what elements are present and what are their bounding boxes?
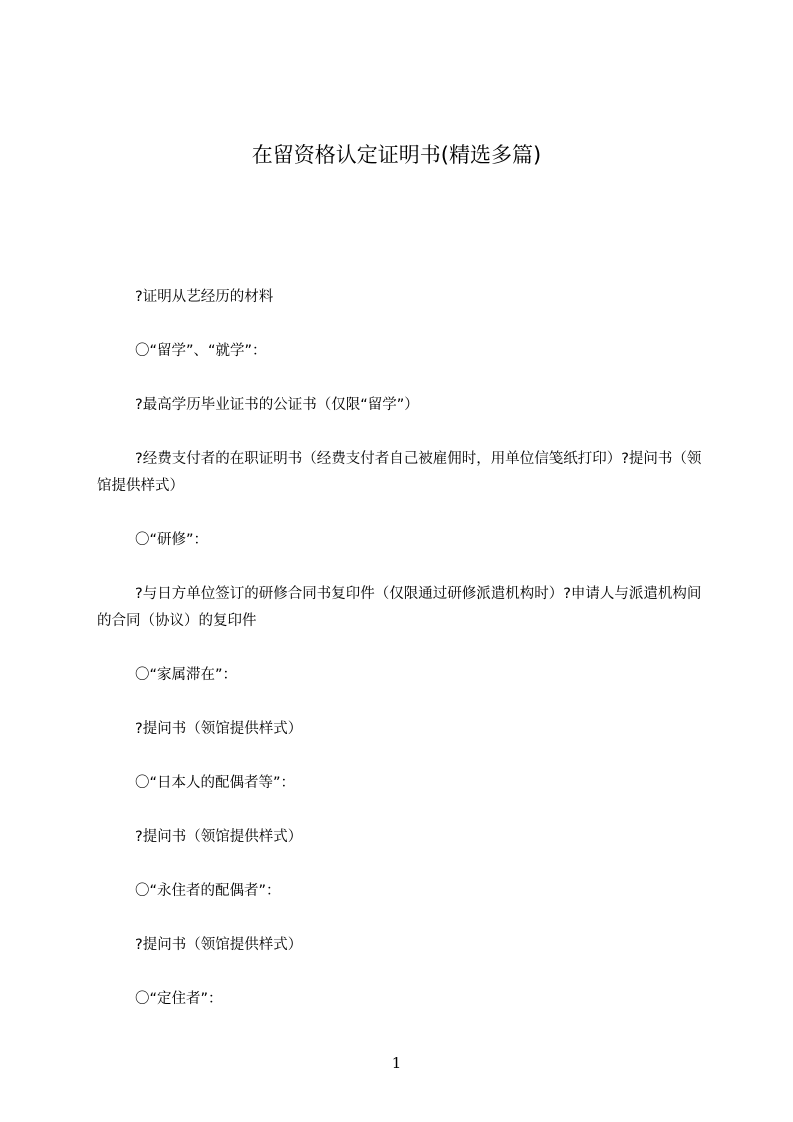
paragraph-11: 〇“永住者的配偶者”： bbox=[135, 883, 281, 899]
paragraph-12: ?提问书（领馆提供样式） bbox=[135, 937, 303, 953]
document-body bbox=[97, 284, 705, 1013]
paragraph-3: ?最高学历毕业证书的公证书（仅限“留学”） bbox=[135, 397, 419, 413]
paragraph-1: ?证明从艺经历的材料 bbox=[135, 289, 274, 305]
paragraph-6: ?与日方单位签订的研修合同书复印件（仅限通过研修派遣机构时）?申请人与派遣机构间的合同（协议）的复印件 bbox=[97, 586, 702, 629]
document-title: 在留资格认定证明书(精选多篇) bbox=[251, 143, 542, 167]
page-number: 1 bbox=[391, 1054, 402, 1072]
paragraph-13: 〇“定住者”： bbox=[135, 991, 223, 1007]
paragraph-5: 〇“研修”： bbox=[135, 532, 209, 548]
paragraph-8: ?提问书（领馆提供样式） bbox=[135, 721, 303, 737]
paragraph-4: ?经费支付者的在职证明书（经费支付者自己被雇佣时，用单位信笺纸打印）?提问书（领馆提供样式） bbox=[97, 451, 702, 494]
paragraph-9: 〇“日本人的配偶者等”： bbox=[135, 775, 296, 791]
paragraph-10: ?提问书（领馆提供样式） bbox=[135, 829, 303, 845]
paragraph-7: 〇“家属滞在”： bbox=[135, 667, 238, 683]
paragraph-2: 〇“留学”、“就学”： bbox=[135, 343, 267, 359]
